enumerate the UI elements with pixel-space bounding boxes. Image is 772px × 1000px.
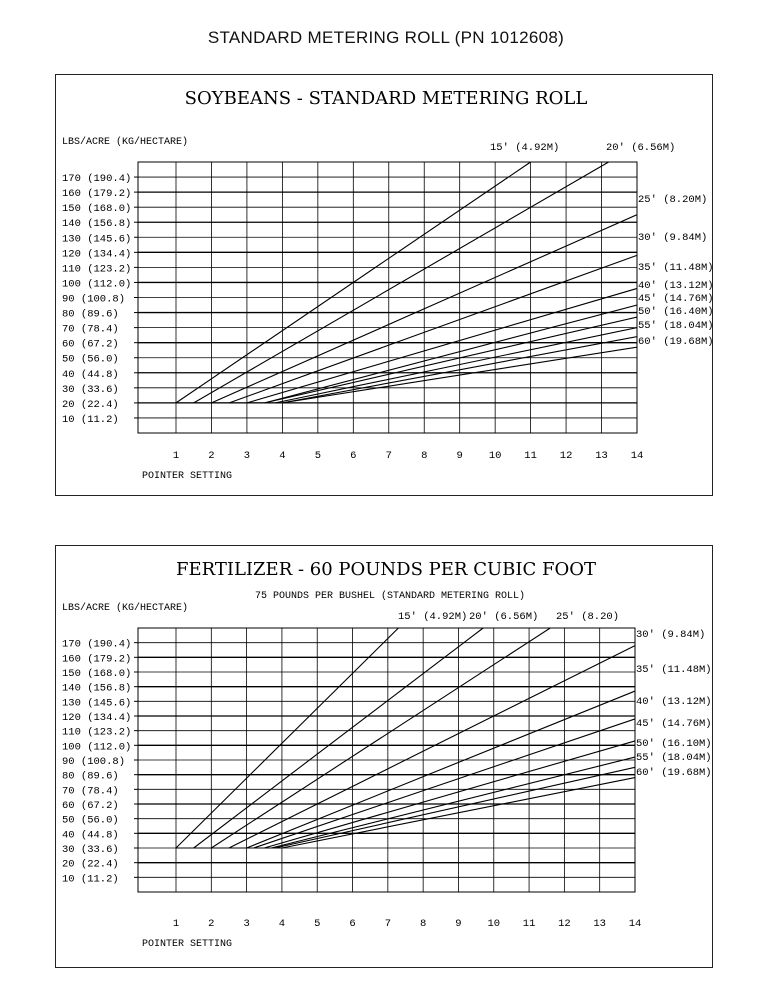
fertilizer-x-tick-label: 3 — [243, 918, 250, 930]
soybeans-y-tick-label: 60 (67.2) — [62, 338, 119, 351]
soybeans-x-tick-label: 2 — [208, 450, 215, 462]
fertilizer-y-tick-label: 170 (190.4) — [62, 638, 132, 651]
soybeans-series-label: 35' (11.48M) — [638, 262, 714, 274]
fertilizer-series-label: 15' (4.92M) — [398, 611, 468, 623]
soybeans-y-tick-label: 30 (33.6) — [62, 383, 119, 396]
fertilizer-x-tick-label: 7 — [384, 918, 392, 930]
soybeans-x-tick-label: 12 — [559, 450, 573, 462]
soybeans-y-tick-label: 100 (112.0) — [62, 278, 132, 291]
soybeans-y-tick-label: 130 (145.6) — [62, 233, 132, 246]
fertilizer-x-tick-label: 8 — [419, 918, 427, 930]
fertilizer-series-line — [211, 628, 550, 848]
fertilizer-series-label: 45' (14.76M) — [636, 718, 712, 730]
soybeans-series-line — [229, 255, 637, 403]
fertilizer-x-tick-label: 4 — [278, 918, 286, 930]
fertilizer-series-label: 60' (19.68M) — [636, 767, 712, 779]
soybeans-series-label: 60' (19.68M) — [638, 336, 714, 348]
soybeans-y-tick-label: 170 (190.4) — [62, 173, 132, 186]
soybeans-series-label: 45' (14.76M) — [638, 293, 714, 305]
soybeans-series-label: 30' (9.84M) — [638, 232, 708, 244]
fertilizer-x-tick-label: 11 — [522, 918, 536, 930]
soybeans-y-tick-label: 80 (89.6) — [62, 308, 119, 321]
soybeans-x-tick-label: 13 — [595, 450, 608, 462]
fertilizer-y-tick-label: 40 (44.8) — [62, 829, 119, 842]
fertilizer-chart-title: FERTILIZER - 60 POUNDS PER CUBIC FOOT — [176, 559, 596, 580]
soybeans-x-tick-label: 11 — [524, 450, 537, 462]
fertilizer-x-tick-label: 10 — [487, 918, 501, 930]
fertilizer-x-tick-label: 13 — [593, 918, 606, 930]
soybeans-x-tick-label: 14 — [630, 450, 644, 462]
fertilizer-series-label: 30' (9.84M) — [636, 629, 706, 641]
soybeans-series-label: 55' (18.04M) — [638, 320, 714, 332]
fertilizer-series-label: 20' (6.56M) — [469, 611, 539, 623]
fertilizer-y-tick-label: 80 (89.6) — [62, 770, 119, 783]
fertilizer-series-label: 40' (13.12M) — [636, 696, 712, 708]
fertilizer-series-label: 55' (18.04M) — [636, 752, 712, 764]
soybeans-x-tick-label: 4 — [279, 450, 286, 462]
fertilizer-y-tick-label: 160 (179.2) — [62, 653, 132, 666]
soybeans-y-axis-label: LBS/ACRE (KG/HECTARE) — [62, 137, 189, 148]
soybeans-x-tick-label: 7 — [385, 450, 392, 462]
fertilizer-x-tick-label: 6 — [349, 918, 356, 930]
soybeans-series-line — [265, 317, 637, 403]
soybeans-series-label: 25' (8.20M) — [638, 194, 708, 206]
soybeans-y-tick-label: 110 (123.2) — [62, 263, 132, 276]
fertilizer-series-label: 35' (11.48M) — [636, 664, 712, 676]
soybeans-y-tick-label: 70 (78.4) — [62, 323, 119, 336]
soybeans-y-tick-label: 50 (56.0) — [62, 353, 119, 366]
fertilizer-x-axis-label: POINTER SETTING — [142, 939, 233, 950]
soybeans-y-tick-label: 150 (168.0) — [62, 203, 132, 216]
fertilizer-y-axis-label: LBS/ACRE (KG/HECTARE) — [62, 603, 189, 614]
fertilizer-x-tick-label: 9 — [455, 918, 462, 930]
fertilizer-y-tick-label: 70 (78.4) — [62, 785, 119, 798]
fertilizer-x-tick-label: 5 — [314, 918, 321, 930]
page-title: STANDARD METERING ROLL (PN 1012608) — [207, 28, 565, 47]
fertilizer-series-label: 50' (16.10M) — [636, 738, 712, 750]
fertilizer-y-tick-label: 150 (168.0) — [62, 668, 132, 680]
fertilizer-series-line — [176, 628, 398, 848]
soybeans-x-tick-label: 8 — [421, 450, 428, 462]
fertilizer-y-tick-label: 140 (156.8) — [62, 682, 132, 695]
fertilizer-series-line — [264, 741, 635, 848]
fertilizer-y-tick-label: 20 (22.4) — [62, 858, 119, 871]
fertilizer-y-tick-label: 100 (112.0) — [62, 741, 132, 754]
fertilizer-y-tick-label: 130 (145.6) — [62, 697, 132, 710]
fertilizer-series-line — [194, 628, 484, 848]
soybeans-y-tick-label: 120 (134.4) — [62, 248, 132, 261]
soybeans-x-tick-label: 5 — [314, 450, 322, 462]
fertilizer-y-tick-label: 90 (100.8) — [62, 756, 126, 768]
fertilizer-y-tick-label: 60 (67.2) — [62, 800, 119, 812]
soybeans-y-tick-label: 160 (179.2) — [62, 188, 132, 201]
soybeans-y-tick-label: 10 (11.2) — [62, 413, 119, 426]
fertilizer-x-tick-label: 14 — [628, 918, 642, 930]
fertilizer-x-tick-label: 12 — [558, 918, 571, 930]
soybeans-series-label: 40' (13.12M) — [638, 280, 714, 292]
soybeans-x-tick-label: 3 — [243, 450, 251, 462]
soybeans-series-line — [275, 328, 637, 403]
soybeans-series-label: 50' (16.40M) — [638, 306, 714, 318]
fertilizer-y-tick-label: 120 (134.4) — [62, 712, 132, 724]
soybeans-x-axis-label: POINTER SETTING — [142, 471, 233, 482]
soybeans-series-label: 15' (4.92M) — [490, 142, 560, 154]
soybeans-series-line — [247, 288, 637, 402]
soybeans-series-label: 20' (6.56M) — [606, 142, 676, 154]
soybeans-y-tick-label: 40 (44.8) — [62, 368, 119, 381]
fertilizer-chart-subtitle: 75 POUNDS PER BUSHEL (STANDARD METERING ROLL) — [254, 591, 526, 602]
soybeans-y-tick-label: 20 (22.4) — [62, 398, 119, 411]
soybeans-chart-title: SOYBEANS - STANDARD METERING ROLL — [184, 88, 588, 109]
soybeans-x-tick-label: 1 — [172, 450, 180, 462]
soybeans-x-tick-label: 6 — [350, 450, 357, 462]
fertilizer-y-tick-label: 50 (56.0) — [62, 814, 119, 827]
fertilizer-y-tick-label: 110 (123.2) — [62, 726, 132, 739]
fertilizer-x-tick-label: 1 — [172, 918, 180, 930]
soybeans-y-tick-label: 140 (156.8) — [62, 218, 132, 231]
fertilizer-y-tick-label: 10 (11.2) — [62, 873, 119, 886]
fertilizer-series-line — [247, 691, 635, 848]
soybeans-x-tick-label: 10 — [488, 450, 502, 462]
fertilizer-series-line — [271, 757, 635, 848]
fertilizer-series-label: 25' (8.20) — [556, 611, 620, 623]
soybeans-x-tick-label: 9 — [456, 450, 463, 462]
fertilizer-x-tick-label: 2 — [208, 918, 215, 930]
soybeans-y-tick-label: 90 (100.8) — [62, 293, 126, 306]
fertilizer-y-tick-label: 30 (33.6) — [62, 844, 119, 856]
